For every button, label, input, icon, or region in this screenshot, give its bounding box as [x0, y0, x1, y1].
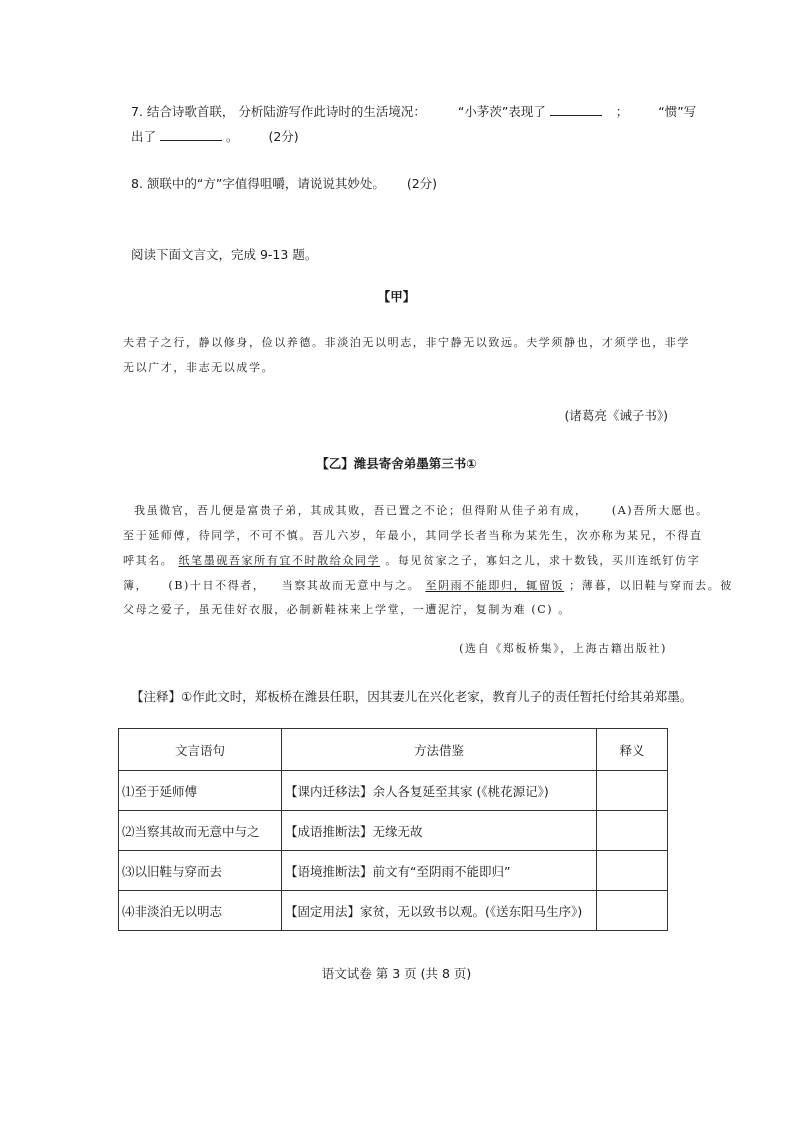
- table-row: [119, 771, 668, 811]
- underlined-sentence-1: 纸笔墨砚吾家所有宜不时散给众同学: [178, 554, 381, 567]
- header-method: 方法借鉴: [282, 729, 597, 771]
- cell-meaning-answer[interactable]: [597, 891, 668, 931]
- passage-yi-line-1: [134, 503, 709, 519]
- cell-sentence: ⑵当察其故而无意中与之: [119, 811, 282, 851]
- question-7-line-1: [131, 103, 696, 120]
- cell-method: 【课内迁移法】余人各复延至其家 (《桃花源记》): [282, 771, 597, 811]
- cell-meaning-answer[interactable]: [597, 851, 668, 891]
- passage-jia-line-2: 无以广才，非志无以成学。: [123, 361, 275, 374]
- blank-marker-c: (C): [531, 603, 554, 616]
- q7-answer-blank-1[interactable]: [550, 103, 602, 116]
- passage-yi-text: 当察其故而无意中与之。: [281, 579, 421, 592]
- passage-yi-text: 呼其名。: [123, 554, 174, 567]
- q7-period: 。: [225, 129, 239, 144]
- passage-yi-text: 。每见贫家之子，寡妇之儿，求十数钱，买川连纸钉仿字: [385, 554, 701, 567]
- passage-jia-title: 【甲】: [377, 289, 416, 304]
- header-sentence: 文言语句: [119, 729, 282, 771]
- table-header-row: [119, 729, 668, 771]
- question-8: [131, 176, 437, 192]
- q7-text-b: “小茅茨”表现了: [457, 104, 546, 119]
- method-table: [118, 728, 668, 931]
- passage-yi-text: 簿，: [123, 579, 149, 592]
- q7-text: 7. 结合诗歌首联， 分析陆游写作此诗时的生活境况：: [131, 104, 426, 119]
- underlined-sentence-2: 至阴雨不能即归，辄留饭: [425, 579, 565, 592]
- question-7-line-2: [131, 128, 299, 145]
- cell-method: 【语境推断法】前文有“至阴雨不能即归”: [282, 851, 597, 891]
- table-row: [119, 891, 668, 931]
- passage-yi-text: 父母之爱子，虽无佳好衣服，必制新鞋袜来上学堂，一遭泥泞，复制为难: [123, 603, 527, 616]
- q7-text-d: “惯”写: [658, 104, 697, 119]
- passage-yi-text: 。: [558, 603, 571, 616]
- q7-semicolon: ；: [615, 104, 629, 119]
- cell-sentence: ⑴至于延师傅: [119, 771, 282, 811]
- passage-jia-line-1: 夫君子之行，静以修身，俭以养德。非淡泊无以明志，非宁静无以致远。夫学须静也，才须学也，非学: [123, 336, 690, 349]
- q8-text: 8. 颔联中的“方”字值得咀嚼，请说说其妙处。: [131, 176, 385, 191]
- reading-instruction: 阅读下面文言文，完成 9-13 题。: [131, 247, 318, 262]
- passage-yi-line-2: 至于延师傅，待同学，不可不慎。吾儿六岁，年最小，其同学长者当称为某先生，次亦称为某兄，不得直: [123, 529, 703, 542]
- passage-yi-line-3: [123, 553, 700, 569]
- passage-yi-title: 【乙】潍县寄舍弟墨第三书①: [316, 456, 477, 471]
- cell-method: 【固定用法】家贫，无以致书以观。(《送东阳马生序》): [282, 891, 597, 931]
- table-row: [119, 851, 668, 891]
- passage-yi-text: 我虽微官，吾儿便是富贵子弟，其成其败，吾已置之不论；但得附从佳子弟有成，: [134, 504, 588, 517]
- q7-answer-blank-2[interactable]: [160, 128, 222, 141]
- cell-method: 【成语推断法】无缘无故: [282, 811, 597, 851]
- cell-sentence: ⑶以旧鞋与穿而去: [119, 851, 282, 891]
- cell-sentence: ⑷非淡泊无以明志: [119, 891, 282, 931]
- passage-yi-line-4: [123, 578, 733, 594]
- blank-marker-b: (B)十日不得者，: [168, 579, 266, 592]
- cell-meaning-answer[interactable]: [597, 771, 668, 811]
- q7-score: (2分): [268, 129, 299, 144]
- passage-jia-source: (诸葛亮《诫子书》): [564, 408, 668, 423]
- passage-yi-line-5: [123, 602, 571, 618]
- q7-text-2: 出了: [131, 129, 157, 144]
- q8-score: (2分): [406, 176, 438, 191]
- annotation-note: 【注释】①作此文时，郑板桥在潍县任职，因其妻儿在兴化老家，教育儿子的责任暂托付给其弟郑墨。: [131, 689, 693, 704]
- passage-yi-text: ；薄暮，以旧鞋与穿而去。彼: [569, 579, 733, 592]
- table-row: [119, 811, 668, 851]
- passage-yi-source: (选自《郑板桥集》，上海古籍出版社): [459, 642, 667, 655]
- header-meaning: 释义: [597, 729, 668, 771]
- cell-meaning-answer[interactable]: [597, 811, 668, 851]
- blank-marker-a: (A)吾所大愿也。: [611, 504, 709, 517]
- page-footer: 语文试卷 第 3 页 (共 8 页): [321, 966, 472, 981]
